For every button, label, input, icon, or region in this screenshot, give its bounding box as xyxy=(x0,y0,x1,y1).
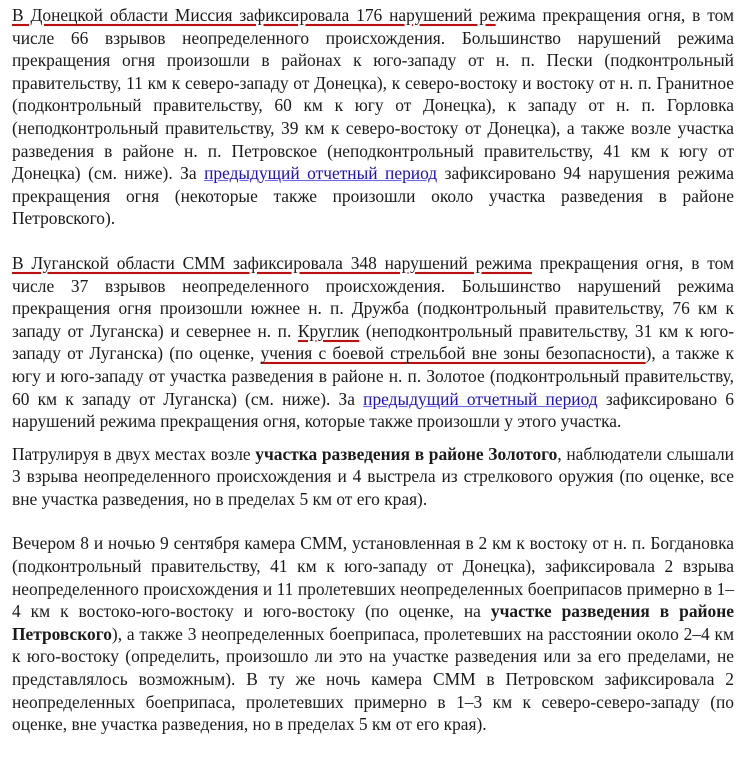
bold-text: участка разведения в районе Золотого xyxy=(255,443,558,464)
bold-text: участке разведения в районе Петровского xyxy=(12,601,734,644)
paragraph-text: зафиксировано 94 нарушения режима прекращения огня (некоторые также произошли около участка разведения в районе Петровского). xyxy=(12,163,734,229)
paragraph-luhansk xyxy=(12,252,734,433)
previous-period-link[interactable]: предыдущий отчетный период xyxy=(204,163,438,184)
highlighted-text: Круглик xyxy=(297,320,360,341)
paragraph-text: Вечером 8 и ночью 9 сентября камера СММ, установленная в 2 км к востоку от н. п. Богдановка (подконтрольный правительству, 41 км к юго-западу от Донецка), зафиксировала 2 взрыва неопределенного происхождения и 11 пролетевших неопределенных боеприпасов примерно в 1–4 км к востоко-юго-востоку и юго-востоку (по оценке, на xyxy=(12,533,734,622)
paragraph-spacer xyxy=(12,510,734,532)
paragraph-zolote xyxy=(12,443,734,511)
paragraph-donetsk xyxy=(12,4,734,230)
highlighted-text: В Луганской области СММ зафиксировала 348 нарушений режима xyxy=(12,252,532,273)
highlighted-text: учения с боевой стрельбой вне зоны безопасности xyxy=(260,343,646,364)
paragraph-text: зафиксировано 6 нарушений режима прекращения огня, которые также произошли у этого участка. xyxy=(12,388,734,432)
paragraph-text: прекращения огня, в том числе 37 взрывов неопределенного происхождения. Большинство нарушений режима прекращения огня произошли южнее н. п. Дружба (подконтрольный правительству, 76 км к западу от Луганска) и севернее н. п. xyxy=(12,252,734,341)
paragraph-text: жима прекращения огня, в том числе 66 взрывов неопределенного происхождения. Большинство нарушений режима прекращения огня произошли в районах к юго-западу от н. п. Пески (подконтрольный правительству, 11 км к северо-западу от Донецка), к северо-востоку и востоку от н. п. Гранитное (подконтрольный правительству, 60 км к югу от Донецка), к западу от н. п. Горловка (неподконтрольный правительству, 39 км к северо-востоку от Донецка), а также возле участка разведения в районе н. п. Петровское (неподконтрольный правительству, 41 км к югу от Донецка) (см. ниже). За xyxy=(12,5,734,184)
paragraph-text: (неподконтрольный правительству, 31 км к юго-западу от Луганска) (по оценке, xyxy=(12,320,734,364)
paragraph-text: , наблюдатели слышали 3 взрыва неопределенного происхождения и 4 выстрела из стрелкового оружия (по оценке, все вне участка разведения, но в пределах 5 км от его края). xyxy=(12,443,734,509)
paragraph-text: ), а также к югу и юго-западу от участка разведения в районе н. п. Золотое (подконтрольный правительству, 60 км к западу от Луганска) (см. ниже). За xyxy=(12,343,735,409)
highlighted-text: В Донецкой области Миссия зафиксировала 176 нарушений ре xyxy=(12,5,496,25)
previous-period-link[interactable]: предыдущий отчетный период xyxy=(363,388,598,409)
paragraph-spacer xyxy=(12,433,734,443)
paragraph-spacer xyxy=(12,230,734,252)
paragraph-petrovske xyxy=(12,532,734,735)
paragraph-text: Патрулируя в двух местах возле xyxy=(12,443,256,464)
paragraph-text: ), а также 3 неопределенных боеприпаса, пролетевших на расстоянии около 2–4 км к юго-востоку (определить, произошло ли это на участке разведения или за его пределами, не представлялось возможным). В ту же ночь камера СММ в Петровском зафиксировала 2 неопределенных боеприпаса, пролетевших примерно в 1–3 км к северо-северо-западу (по оценке, вне участка разведения, но в пределах 5 км от его края). xyxy=(12,623,734,735)
